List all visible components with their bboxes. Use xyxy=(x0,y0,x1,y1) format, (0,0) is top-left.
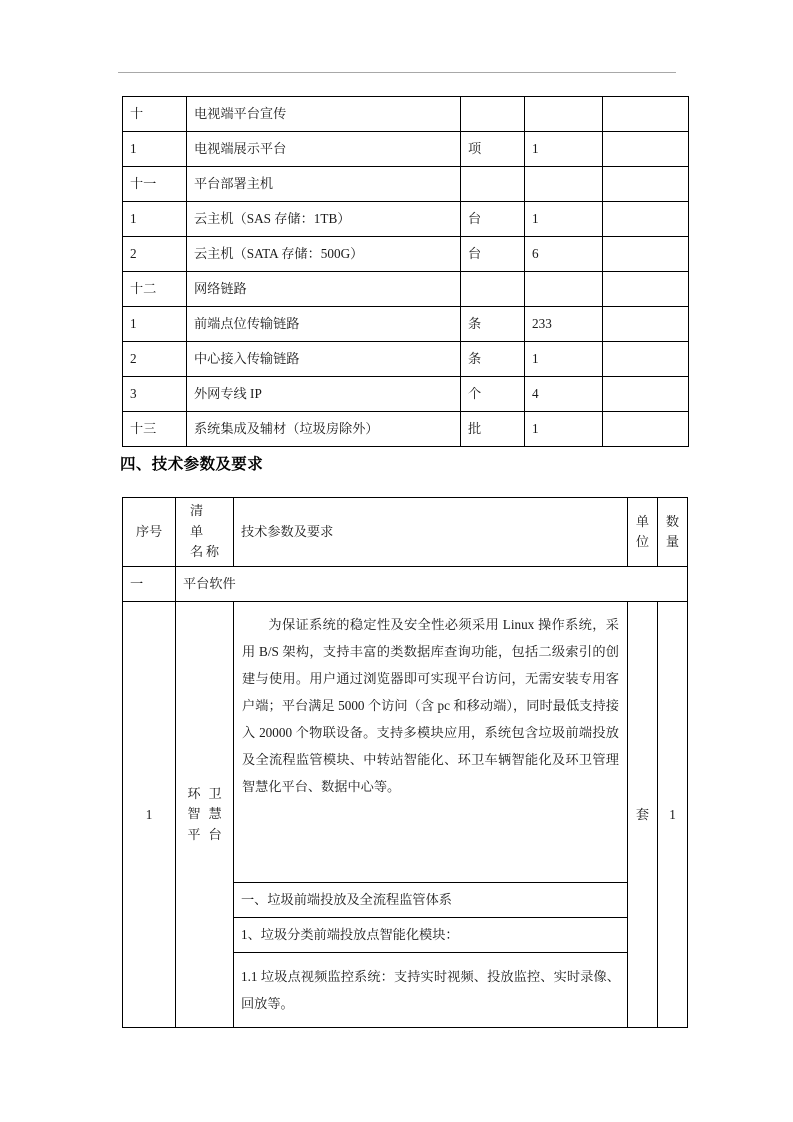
row-name: 系统集成及辅材（垃圾房除外） xyxy=(194,421,379,437)
table-row xyxy=(123,377,689,412)
row-unit-cell xyxy=(461,342,525,377)
table-row xyxy=(123,97,689,132)
row-name-cell xyxy=(187,202,461,237)
row-unit: 台 xyxy=(468,211,482,227)
row-qty-cell xyxy=(525,97,603,132)
header-qty-line1: 数 xyxy=(665,513,680,529)
row-name: 网络链路 xyxy=(194,281,247,297)
row-name: 电视端平台宣传 xyxy=(194,106,287,122)
section-heading: 四、技术参数及要求 xyxy=(120,455,264,473)
row-no: 十一 xyxy=(130,176,157,192)
row-name-cell xyxy=(187,272,461,307)
row-no-cell xyxy=(123,132,187,167)
category-row xyxy=(123,567,688,602)
row-unit-cell xyxy=(461,377,525,412)
row-no-cell xyxy=(123,412,187,447)
row-qty-cell xyxy=(525,272,603,307)
header-unit-line1: 单 xyxy=(635,513,650,529)
header-seq-cell xyxy=(123,498,176,567)
row-unit-cell xyxy=(461,272,525,307)
row-remark-cell xyxy=(603,377,689,412)
row-qty-cell xyxy=(525,342,603,377)
equipment-list-table xyxy=(122,96,689,447)
row-name: 云主机（SATA 存储：500G） xyxy=(194,246,364,262)
spec-line-cell xyxy=(234,883,628,918)
row-qty: 233 xyxy=(532,316,552,332)
header-item-name-line2: 名称 xyxy=(189,544,220,560)
row-no-cell xyxy=(123,342,187,377)
category-label: 平台软件 xyxy=(183,576,236,592)
table-row xyxy=(123,202,689,237)
row-no: 2 xyxy=(130,246,137,262)
row-unit: 条 xyxy=(468,316,482,332)
row-no-cell xyxy=(123,202,187,237)
header-item-name-line1: 清 单 xyxy=(189,503,204,539)
row-unit-cell xyxy=(461,202,525,237)
row-name-cell xyxy=(187,132,461,167)
spec-line-cell xyxy=(234,918,628,953)
table-row xyxy=(123,167,689,202)
row-no: 十二 xyxy=(130,281,157,297)
row-remark-cell xyxy=(603,272,689,307)
spec-body-paragraph: 为保证系统的稳定性及安全性必须采用 Linux 操作系统，采用 B/S 架构，支持丰富的类数据库查询功能，包括二级索引的创建与使用。用户通过浏览器即可实现平台访问，无需安装专用客户端；平台满足 5000 个访问（含 pc 和移动端），同时最低支持接入 20000 个物联设备。支持多模块应用，系统包含垃圾前端投放及全流程监管模块、中转站智能化、环卫车辆智能化及环卫管理智慧化平台、数据中心等。 xyxy=(242,617,619,795)
row-no-cell xyxy=(123,167,187,202)
row-remark-cell xyxy=(603,412,689,447)
row-name-cell xyxy=(187,167,461,202)
row-qty-cell xyxy=(525,132,603,167)
row-remark-cell xyxy=(603,342,689,377)
row-name: 中心接入传输链路 xyxy=(194,351,300,367)
row-qty: 1 xyxy=(532,421,539,437)
row-name-cell xyxy=(187,342,461,377)
row-name: 电视端展示平台 xyxy=(194,141,287,157)
row-name: 平台部署主机 xyxy=(194,176,274,192)
spec-unit: 套 xyxy=(635,806,650,822)
row-qty: 4 xyxy=(532,386,539,402)
row-no: 2 xyxy=(130,351,137,367)
header-spec-cell xyxy=(234,498,628,567)
spec-main-row xyxy=(123,602,688,883)
row-unit: 条 xyxy=(468,351,482,367)
row-remark-cell xyxy=(603,97,689,132)
row-qty: 6 xyxy=(532,246,539,262)
row-remark-cell xyxy=(603,307,689,342)
row-qty-cell xyxy=(525,377,603,412)
row-qty: 1 xyxy=(532,141,539,157)
row-unit-cell xyxy=(461,97,525,132)
row-name-cell xyxy=(187,97,461,132)
row-qty-cell xyxy=(525,202,603,237)
header-qty-line2: 量 xyxy=(665,534,680,549)
spec-qty-cell xyxy=(658,602,688,1028)
row-no-cell xyxy=(123,237,187,272)
row-no-cell xyxy=(123,377,187,412)
row-remark-cell xyxy=(603,167,689,202)
row-qty-cell xyxy=(525,412,603,447)
header-qty-cell xyxy=(658,498,688,567)
row-name: 外网专线 IP xyxy=(194,386,262,402)
table-header-row xyxy=(123,498,688,567)
row-unit-cell xyxy=(461,307,525,342)
spec-qty: 1 xyxy=(669,806,676,822)
technical-spec-table xyxy=(122,497,688,1028)
row-unit: 台 xyxy=(468,246,482,262)
spec-item-name-line1: 环 卫 xyxy=(187,785,222,801)
table-row xyxy=(123,342,689,377)
row-unit-cell xyxy=(461,237,525,272)
row-name-cell xyxy=(187,377,461,412)
row-remark-cell xyxy=(603,132,689,167)
spec-line-text: 1、垃圾分类前端投放点智能化模块： xyxy=(241,927,459,943)
spec-item-name-line3: 平台 xyxy=(187,826,222,842)
row-unit-cell xyxy=(461,412,525,447)
row-remark-cell xyxy=(603,202,689,237)
category-seq-cell xyxy=(123,567,176,602)
row-no: 1 xyxy=(130,141,137,157)
row-no: 十 xyxy=(130,106,144,122)
row-unit: 批 xyxy=(468,421,482,437)
row-name: 前端点位传输链路 xyxy=(194,316,300,332)
row-qty-cell xyxy=(525,167,603,202)
header-spec: 技术参数及要求 xyxy=(241,524,334,540)
spec-seq-cell xyxy=(123,602,176,1028)
row-unit-cell xyxy=(461,167,525,202)
header-unit-line2: 位 xyxy=(635,534,650,549)
row-unit: 个 xyxy=(468,386,482,402)
table-row xyxy=(123,307,689,342)
header-seq: 序号 xyxy=(135,523,163,539)
table-row xyxy=(123,132,689,167)
row-no-cell xyxy=(123,272,187,307)
spec-item-name-line2: 智 慧 xyxy=(187,806,222,822)
table-row xyxy=(123,272,689,307)
spec-unit-cell xyxy=(628,602,658,1028)
spec-seq: 1 xyxy=(145,806,153,822)
spec-body-cell xyxy=(234,602,628,883)
row-qty: 1 xyxy=(532,211,539,227)
row-no: 1 xyxy=(130,211,137,227)
row-no: 十三 xyxy=(130,421,157,437)
row-qty-cell xyxy=(525,307,603,342)
spec-item-name-cell xyxy=(176,602,234,1028)
row-qty-cell xyxy=(525,237,603,272)
row-no-cell xyxy=(123,97,187,132)
row-name-cell xyxy=(187,237,461,272)
row-no-cell xyxy=(123,307,187,342)
row-qty: 1 xyxy=(532,351,539,367)
spec-line-text: 1.1 垃圾点视频监控系统：支持实时视频、投放监控、实时录像、回放等。 xyxy=(241,968,620,1011)
table-row xyxy=(123,412,689,447)
row-unit-cell xyxy=(461,132,525,167)
header-item-name-cell xyxy=(176,498,234,567)
spec-line-text: 一、垃圾前端投放及全流程监管体系 xyxy=(241,892,452,908)
spec-line-cell xyxy=(234,953,628,1028)
row-no: 1 xyxy=(130,316,137,332)
table-row xyxy=(123,237,689,272)
row-remark-cell xyxy=(603,237,689,272)
category-seq: 一 xyxy=(130,576,144,592)
header-unit-cell xyxy=(628,498,658,567)
page-header-rule xyxy=(118,72,676,73)
row-no: 3 xyxy=(130,386,137,402)
row-name: 云主机（SAS 存储：1TB） xyxy=(194,211,351,227)
row-name-cell xyxy=(187,307,461,342)
category-label-cell xyxy=(176,567,688,602)
row-unit: 项 xyxy=(468,141,482,157)
row-name-cell xyxy=(187,412,461,447)
